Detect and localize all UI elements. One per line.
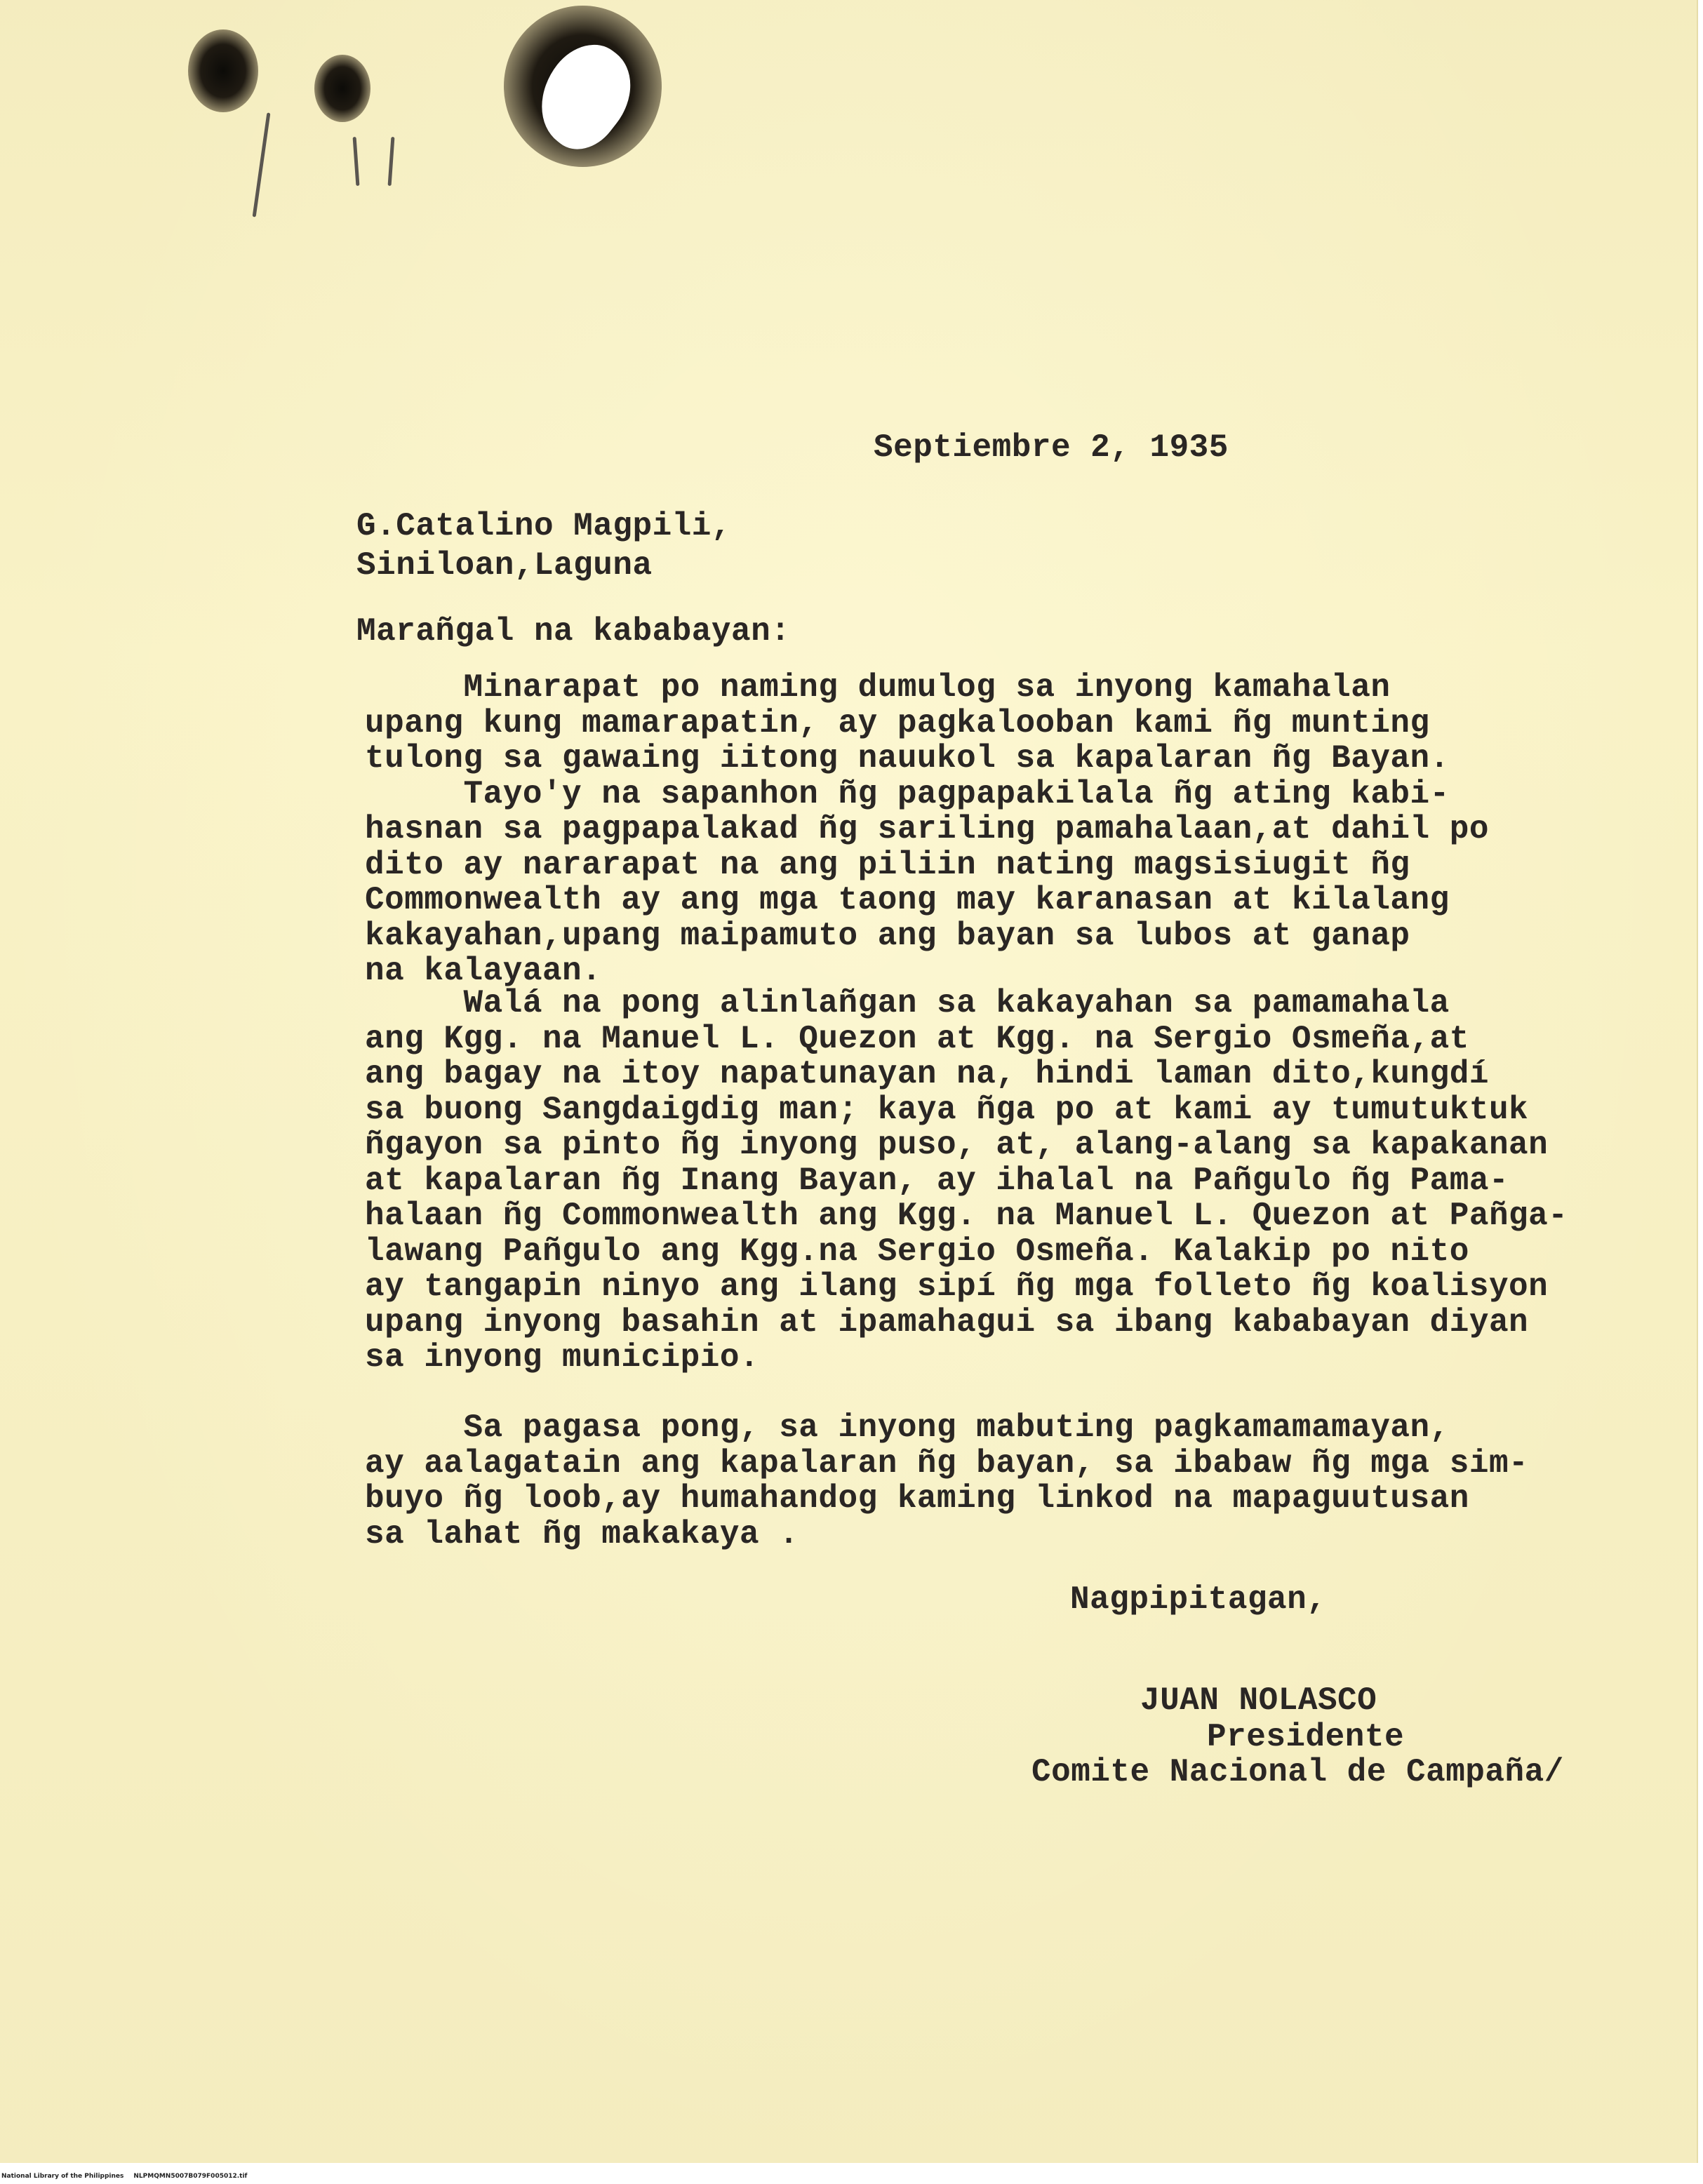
signer-organization: Comite Nacional de Campaña/	[1031, 1754, 1564, 1790]
pencil-stroke	[253, 112, 271, 217]
footer-institution: National Library of the Philippines	[1, 2173, 124, 2180]
text-line: sa buong Sangdaigdig man; kaya ñga po at kami ay tumutuktuk	[365, 1091, 1529, 1128]
text-line: Sa pagasa pong, sa inyong mabuting pagkamamamayan,	[365, 1409, 1450, 1446]
text-line: ñgayon sa pinto ñg inyong puso, at, alang-alang sa kapakanan	[365, 1127, 1549, 1163]
paragraph-2	[365, 986, 1568, 1376]
text-line: Tayo'y na sapanhon ñg pagpapakilala ñg ating kabi-	[365, 775, 1450, 812]
text-line: Minarapat po naming dumulog sa inyong kamahalan	[365, 669, 1391, 706]
signer-title: Presidente	[1207, 1719, 1405, 1755]
salutation: Marañgal na kababayan:	[356, 613, 791, 650]
text-line: ang Kgg. na Manuel L. Quezon at Kgg. na Sergio Osmeña,at	[365, 1020, 1469, 1057]
footer-file-id: NLPMQMN5007B079F005012.tif	[133, 2173, 248, 2180]
text-line: kakayahan,upang maipamuto ang bayan sa lubos at ganap	[365, 917, 1410, 954]
pencil-stroke	[353, 137, 360, 186]
text-line: Commonwealth ay ang mga taong may karanasan at kilalang	[365, 882, 1450, 918]
text-line: ay tangapin ninyo ang ilang sipí ñg mga folleto ñg koalisyon	[365, 1268, 1549, 1305]
text-line: upang kung mamarapatin, ay pagkalooban kami ñg munting	[365, 704, 1430, 742]
text-line: tulong sa gawaing iitong nauukol sa kapalaran ñg Bayan.	[365, 740, 1450, 777]
text-line: buyo ñg loob,ay humahandog kaming linkod na mapaguutusan	[365, 1480, 1469, 1517]
text-line: halaan ñg Commonwealth ang Kgg. na Manuel L. Quezon at Pañga-	[365, 1198, 1568, 1234]
text-line: hasnan sa pagpapalakad ñg sariling pamahalaan,at dahil po	[365, 811, 1489, 848]
text-line: Walá na pong alinlañgan sa kakayahan sa pamamahala	[365, 985, 1450, 1021]
text-line: sa inyong municipio.	[365, 1339, 760, 1376]
text-line: na kalayaan.	[365, 953, 602, 989]
scan-footer	[1, 2173, 257, 2180]
text-line: lawang Pañgulo ang Kgg.na Sergio Osmeña. Kalakip po nito	[365, 1233, 1469, 1270]
text-line: dito ay nararapat na ang piliin nating magsisiugit ñg	[365, 846, 1410, 883]
paragraph-3	[365, 1410, 1528, 1552]
closing: Nagpipitagan,	[1070, 1581, 1327, 1618]
addressee-name: G.Catalino Magpili,	[356, 508, 731, 544]
pencil-stroke	[388, 137, 395, 186]
text-line: ay aalagatain ang kapalaran ñg bayan, sa ibabaw ñg mga sim-	[365, 1445, 1529, 1482]
text-line: sa lahat ñg makakaya .	[365, 1515, 799, 1553]
text-line: at kapalaran ñg Inang Bayan, ay ihalal na Pañgulo ñg Pama-	[365, 1162, 1509, 1199]
addressee-place: Siniloan,Laguna	[356, 547, 653, 584]
signer-name: JUAN NOLASCO	[1140, 1682, 1377, 1719]
burn-mark-middle	[314, 55, 370, 122]
paragraph-1	[365, 670, 1489, 989]
text-line: ang bagay na itoy napatunayan na, hindi laman dito,kungdí	[365, 1056, 1489, 1092]
burn-mark-left	[188, 29, 258, 112]
text-line: upang inyong basahin at ipamahagui sa ibang kababayan diyan	[365, 1304, 1529, 1341]
letter-date: Septiembre 2, 1935	[874, 429, 1229, 466]
